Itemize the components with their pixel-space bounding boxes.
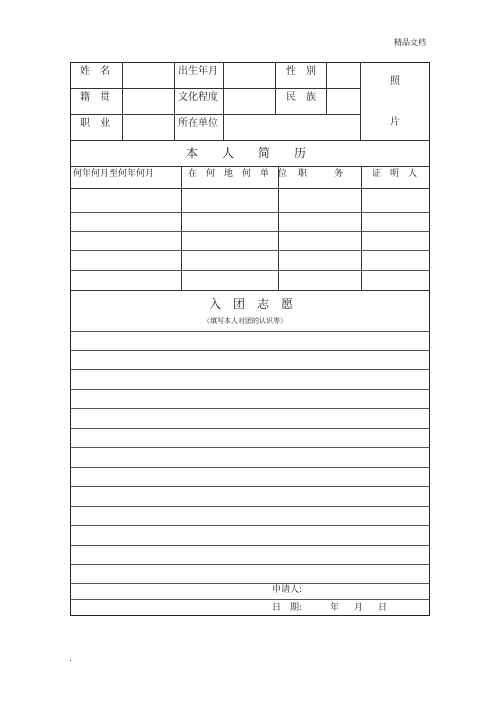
table-rule	[174, 62, 175, 140]
col-place: 在 何 地 何 单 位	[188, 169, 288, 179]
table-rule	[70, 114, 360, 115]
name-label: 姓 名	[80, 66, 110, 77]
table-rule	[223, 62, 224, 140]
table-rule	[70, 599, 430, 600]
table-rule	[70, 428, 430, 429]
table-rule	[70, 212, 430, 213]
photo-label-bottom: 片	[390, 117, 400, 128]
header-label: 精品文档	[394, 38, 426, 47]
col-duty: 职 务	[298, 169, 344, 179]
table-rule	[278, 166, 279, 290]
table-rule	[181, 166, 182, 290]
table-rule	[70, 506, 430, 507]
resume-title: 本 人 简 历	[186, 146, 307, 160]
col-witness: 证 明 人	[372, 169, 418, 179]
birth-label: 出生年月	[178, 66, 218, 77]
footer-dot: .	[69, 654, 72, 664]
table-rule	[70, 467, 430, 468]
table-rule	[326, 62, 327, 114]
table-rule	[70, 290, 430, 291]
table-rule	[70, 231, 430, 232]
table-rule	[70, 525, 430, 526]
table-rule	[70, 140, 430, 141]
native-place-label: 籍 贯	[80, 92, 110, 103]
ethnicity-label: 民 族	[286, 92, 316, 103]
photo-label-top: 照	[390, 76, 400, 87]
year-label: 年	[330, 603, 340, 613]
table-rule	[361, 166, 362, 290]
table-rule	[70, 369, 430, 370]
date-label: 日 期:	[272, 603, 303, 613]
table-rule	[122, 62, 123, 140]
table-rule	[70, 486, 430, 487]
table-rule	[70, 408, 430, 409]
table-rule	[70, 270, 430, 271]
day-label: 日	[378, 603, 388, 613]
applicant-label: 申请人:	[272, 585, 303, 595]
table-rule	[275, 62, 276, 114]
application-subtitle: （填写本人对团的认识等）	[203, 317, 287, 325]
table-rule	[70, 583, 430, 584]
table-rule	[70, 350, 430, 351]
application-title: 入 团 志 愿	[209, 297, 294, 311]
work-unit-label: 所在单位	[178, 118, 218, 129]
table-rule	[70, 564, 430, 565]
education-label: 文化程度	[178, 92, 218, 103]
table-rule	[70, 166, 430, 167]
occupation-label: 职 业	[80, 118, 110, 129]
table-rule	[70, 250, 430, 251]
table-rule	[70, 545, 430, 546]
table-rule	[70, 389, 430, 390]
month-label: 月	[354, 603, 364, 613]
table-rule	[70, 447, 430, 448]
table-rule	[70, 188, 430, 189]
table-rule	[70, 331, 430, 332]
table-rule	[360, 62, 361, 140]
table-rule	[70, 88, 360, 89]
gender-label: 性 别	[286, 66, 316, 77]
col-period: 何年何月至何年何月	[73, 169, 155, 179]
